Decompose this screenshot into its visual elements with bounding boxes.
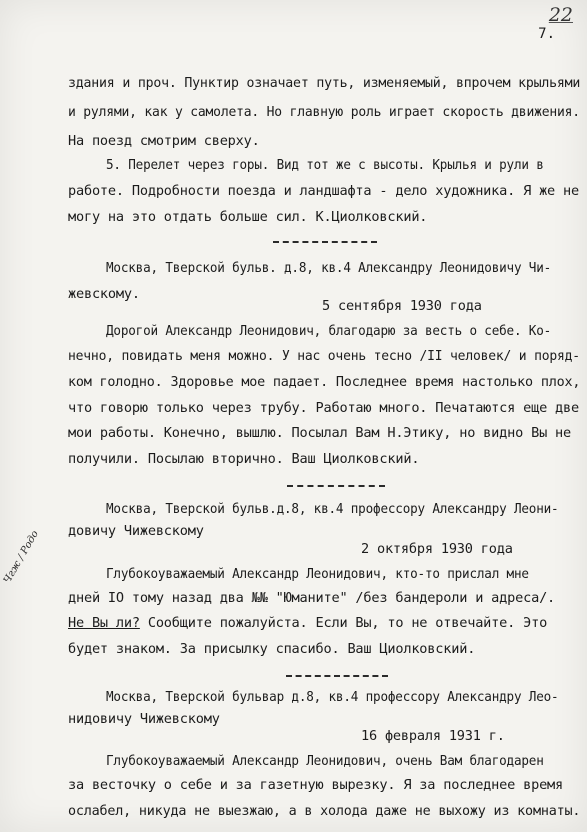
separator-line [286, 675, 388, 677]
text-line: могу на это отдать больше сил. К.Циолковский. [68, 209, 428, 225]
address-line: Москва, Тверской бульв.д.8, кв.4 профессору Александру Леони- [106, 501, 559, 517]
text-line [68, 615, 578, 631]
text-line: что говорю только через трубу. Работаю много. Печатаются еще две [68, 400, 579, 416]
letter-date: 2 октября 1930 года [361, 541, 513, 557]
address-line: Москва, Тверской бульвар д.8, кв.4 профессору Александру Лео- [106, 689, 559, 705]
typed-page-number: 7. [538, 26, 555, 42]
text-line: получили. Посылаю вторично. Ваш Циолковский. [68, 451, 420, 467]
text-line: Дорогой Александр Леонидович, благодарю за весть о себе. Ко- [106, 323, 552, 339]
text-line: Глубокоуважаемый Александр Леонидович, очень Вам благодарен [106, 753, 544, 769]
letter-date: 5 сентября 1930 года [322, 298, 482, 314]
text-line: дней IO тому назад два №№ "Юманите" /без бандероли и адреса/. [68, 590, 556, 606]
text-line: На поезд смотрим сверху. [68, 133, 260, 149]
separator-line [273, 241, 377, 243]
address-line: нидовичу Чижевскому [68, 711, 220, 727]
text-line: 5. Перелет через горы. Вид тот же с высоты. Крылья и рули в [106, 157, 544, 173]
text-line: работе. Подробности поезда и ландшафта - дело художника. Я же не [68, 183, 579, 199]
underlined-phrase: Не Вы ли? [68, 615, 140, 631]
letter-date: 16 февраля 1931 г. [361, 728, 505, 744]
text-segment: Сообщите пожалуйста. Если Вы, то не отвечайте. Это [139, 615, 548, 631]
address-line: жевскому. [68, 286, 140, 302]
text-line: ком голодно. Здоровье мое падает. Последнее время настолько плох, [68, 374, 581, 390]
handwritten-page-number: 22 [548, 4, 573, 26]
text-line: нечно, повидать меня можно. У нас очень тесно /II человек/ и поряд- [68, 348, 580, 364]
text-line: здания и проч. Пунктир означает путь, изменяемый, впрочем крыльями [68, 75, 581, 91]
text-line: мои работы. Конечно, вышлю. Посылал Вам Н.Этику, но видно Вы не [68, 425, 572, 441]
text-line: за весточку о себе и за газетную вырезку. Я за последнее время [68, 777, 564, 793]
address-line: довичу Чижевскому [68, 523, 204, 539]
address-line: Москва, Тверской бульв. д.8, кв.4 Александру Леонидовичу Чи- [106, 260, 552, 276]
text-line: ослабел, никуда не выезжаю, а в холода даже не выхожу из комнаты. [68, 803, 581, 819]
text-line: Глубокоуважаемый Александр Леонидович, кто-то прислал мне [106, 566, 529, 582]
handwritten-margin-note: Чгж / Родо [2, 528, 42, 586]
separator-line [287, 485, 385, 487]
text-line: и рулями, как у самолета. Но главную роль играет скорость движения. [68, 104, 580, 120]
text-line: будет знаком. За присылку спасибо. Ваш Циолковский. [68, 641, 476, 657]
